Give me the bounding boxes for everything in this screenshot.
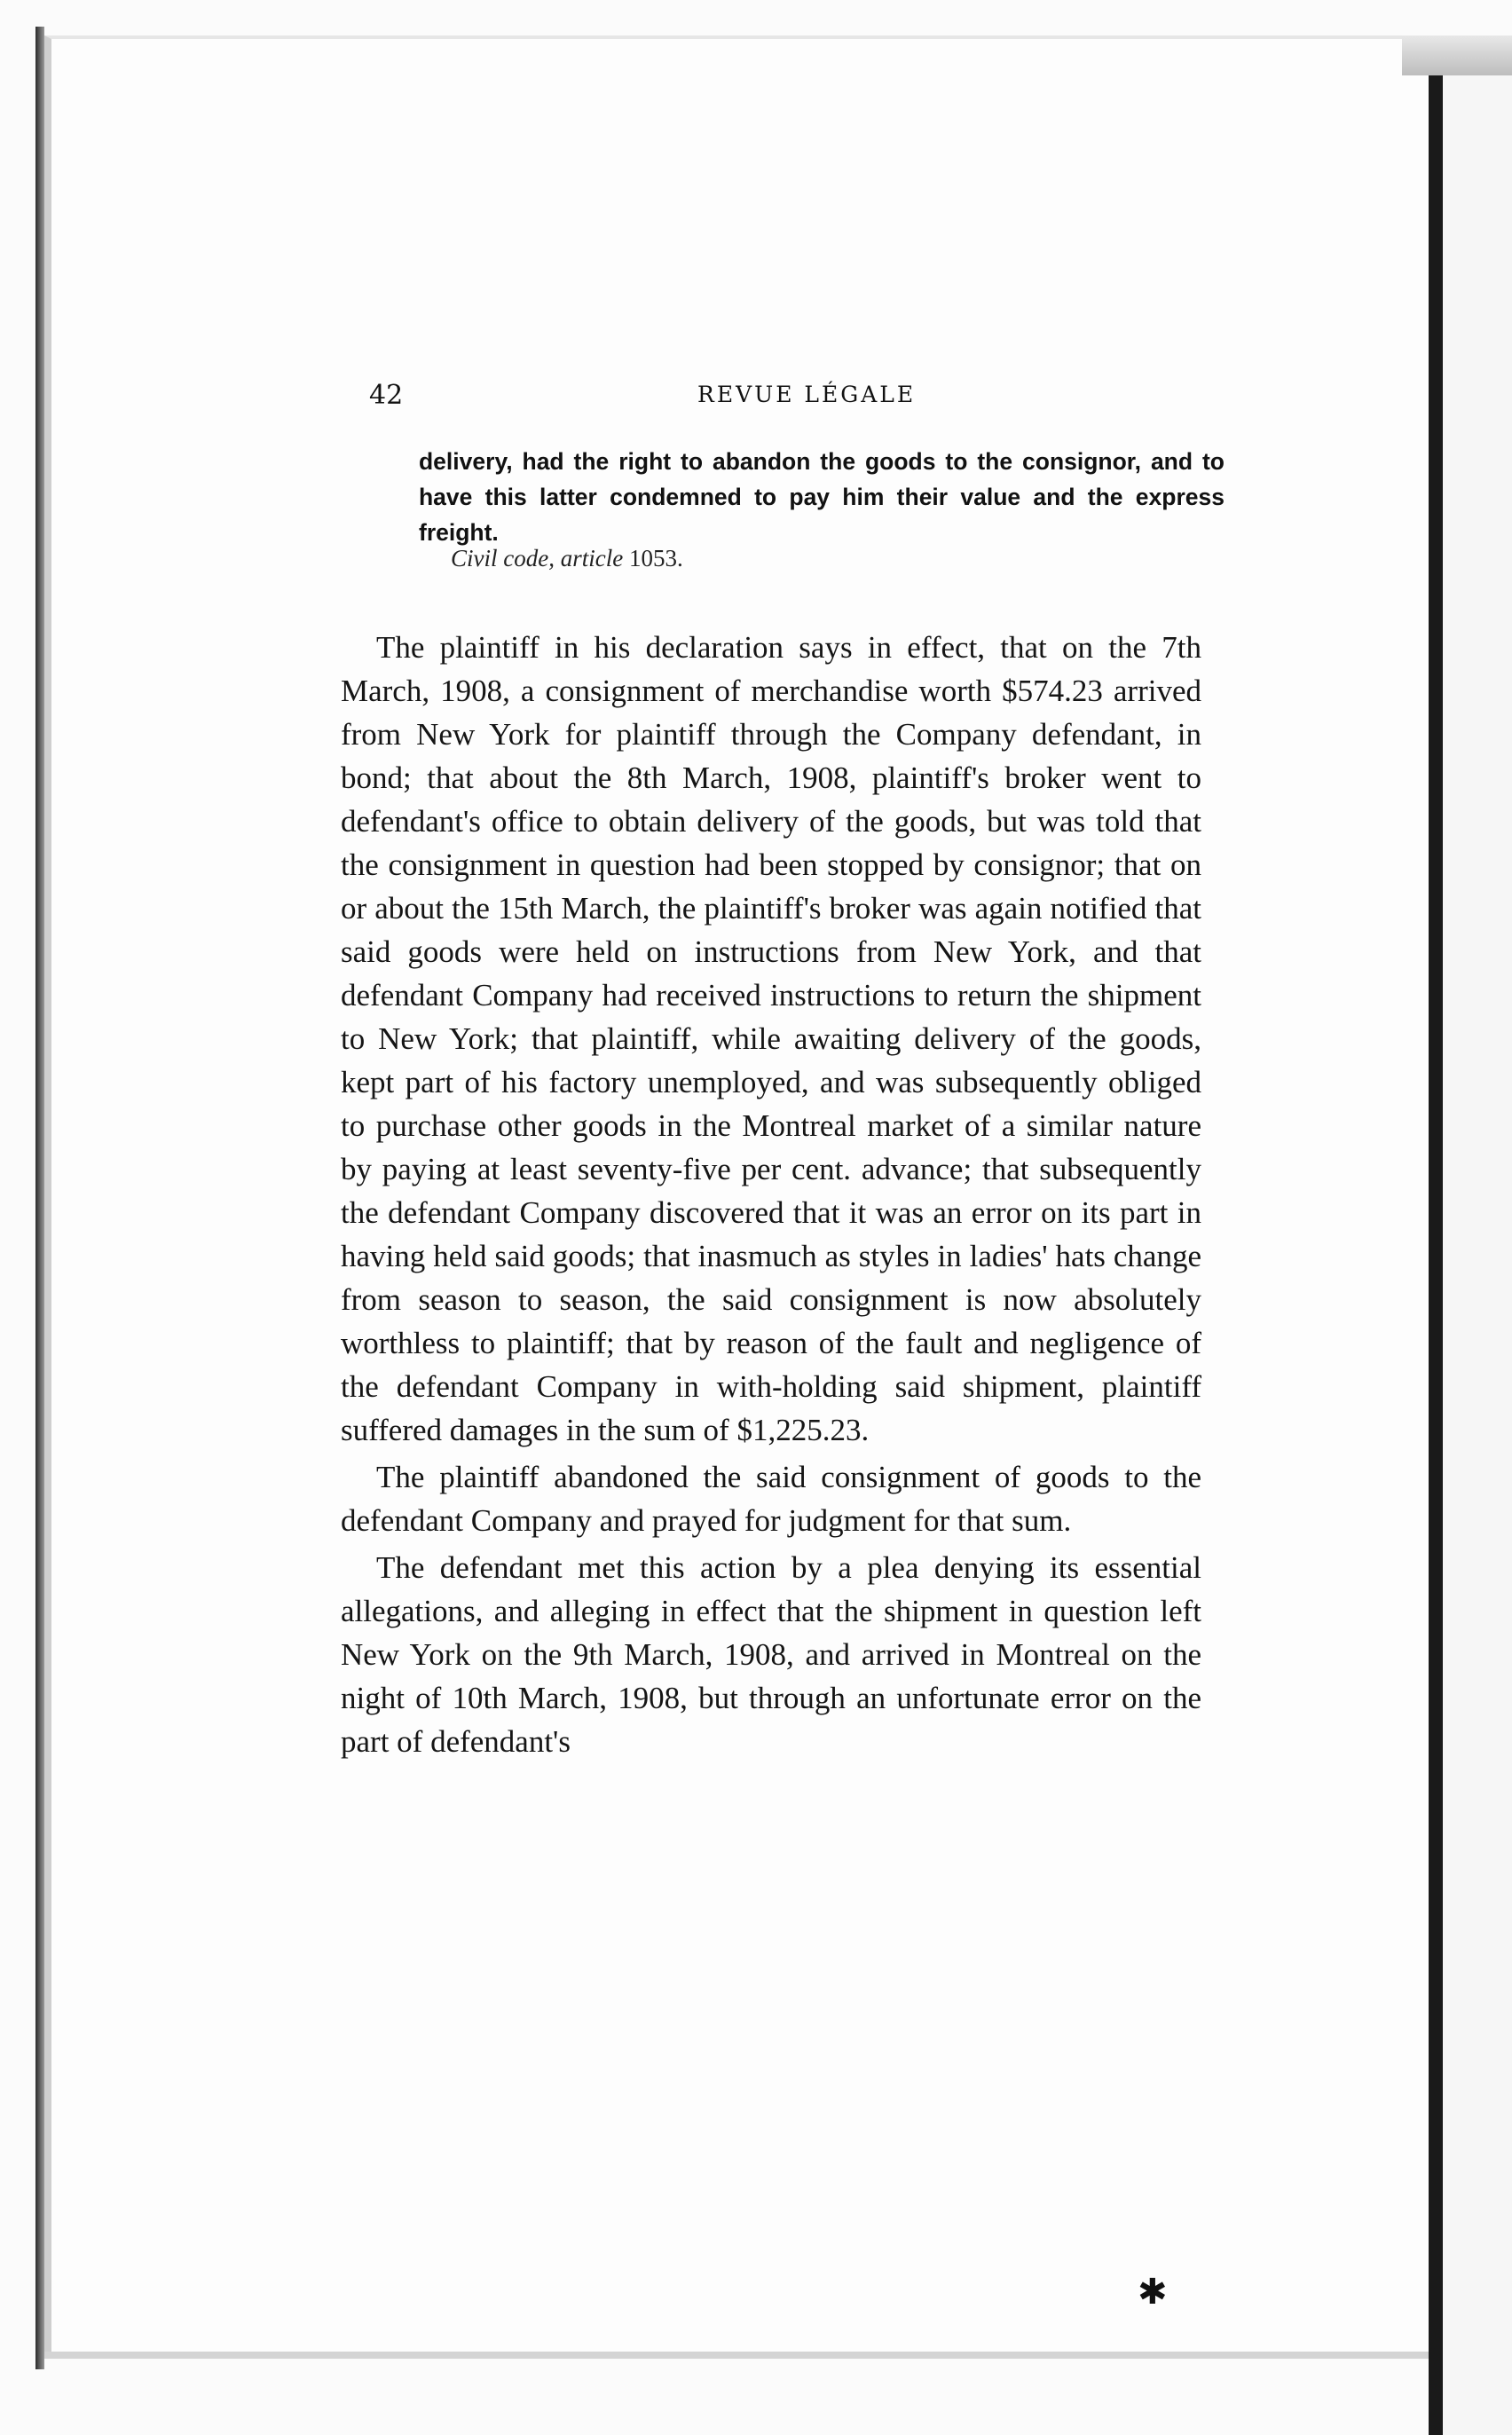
paragraph-declaration: The plaintiff in his declaration says in effect, that on the 7th March, 1908, a consignment of merchandise worth $574.23 arrived from New York for plaintiff through the Company defendant, in bond; that about the 8th March, 1908, plaintiff's broker went to defendant's office to obtain delivery of the goods, but was told that the consignment in question had been stopped by consignor; that on or about the 15th March, the plaintiff's broker was again notified that said goods were held on instructions from New York, and that defendant Company had received instructions to return the shipment to New York; that plaintiff, while awaiting delivery of the goods, kept part of his factory unemployed, and was subsequently obliged to purchase other goods in the Montreal market of a similar nature by paying at least seventy-five per cent. advance; that subsequently the defendant Company discovered that it was an error on its part in having held said goods; that inasmuch as styles in ladies' hats change from season to season, the said consignment is now absolutely worthless to plaintiff; that by reason of the fault and negligence of the defendant Company in with-holding said shipment, plaintiff suffered damages in the sum of $1,225.23. xyxy=(341,630,1201,1447)
citation-number: 1053. xyxy=(628,545,683,571)
page-number: 42 xyxy=(369,380,404,411)
scan-margin xyxy=(1443,75,1512,2435)
paragraph-abandonment: The plaintiff abandoned the said consignment of goods to the defendant Company and prayed for judgment for that sum. xyxy=(341,1460,1201,1538)
citation xyxy=(451,545,683,572)
headnote: delivery, had the right to abandon the goods to the consignor, and to have this latter condemned to pay him their value and the express freight. xyxy=(419,448,1225,546)
book-spine xyxy=(1429,75,1443,2435)
paragraph-plea: The defendant met this action by a plea denying its essential allegations, and alleging in effect that the shipment in question left New York on the 9th March, 1908, and arrived in Montreal on the night of 10th March, 1908, but through an unfortunate error on the part of defendant's xyxy=(341,1550,1201,1759)
citation-label: Civil code, article xyxy=(451,545,624,571)
binding-top xyxy=(1402,35,1512,75)
page-left-edge xyxy=(35,27,44,2369)
printer-mark: ✱ xyxy=(1138,2272,1168,2313)
page-bottom-edge xyxy=(44,2352,1437,2359)
body-text xyxy=(341,626,1201,1763)
page-header xyxy=(369,380,1212,415)
running-head: REVUE LÉGALE xyxy=(697,382,917,407)
